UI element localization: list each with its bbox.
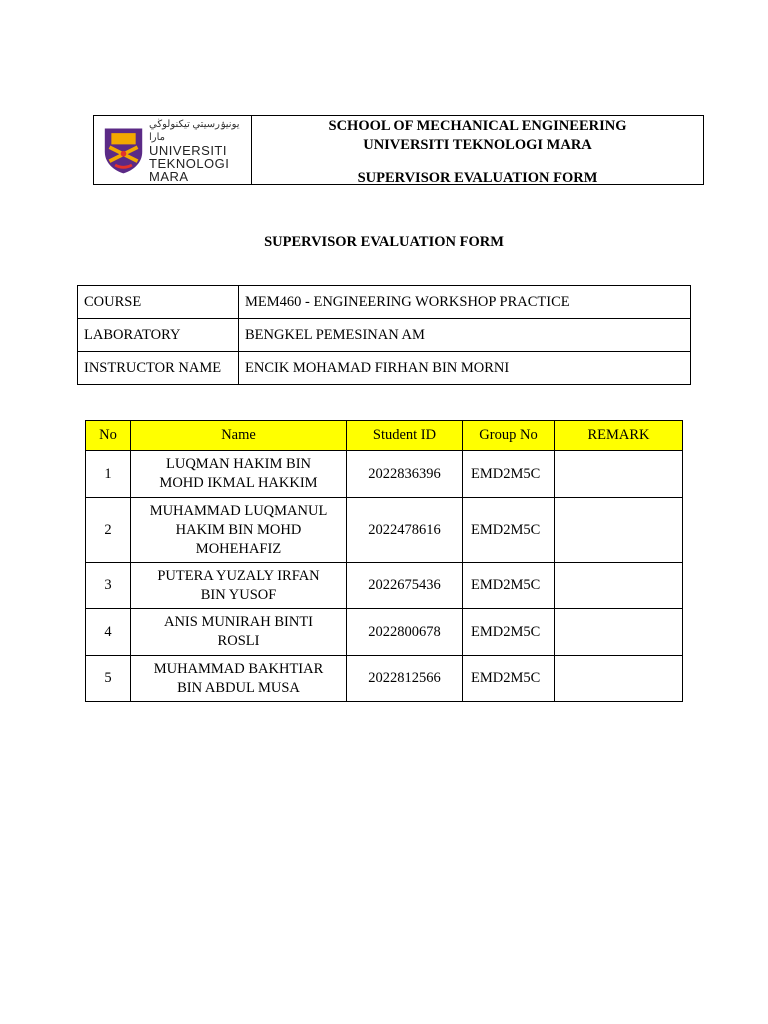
- info-label: COURSE: [78, 286, 239, 319]
- remark-cell[interactable]: [555, 656, 683, 702]
- info-label: LABORATORY: [78, 319, 239, 352]
- student-id: 2022675436: [347, 563, 463, 609]
- group-no: EMD2M5C: [463, 656, 555, 702]
- form-title: SUPERVISOR EVALUATION FORM: [264, 234, 504, 250]
- header-box: [93, 115, 704, 185]
- remark-cell[interactable]: [555, 498, 683, 563]
- info-value: BENGKEL PEMESINAN AM: [239, 319, 691, 352]
- info-label: INSTRUCTOR NAME: [78, 352, 239, 385]
- table-row: [86, 451, 683, 498]
- col-header-name: Name: [131, 421, 347, 451]
- university-name: UNIVERSITI TEKNOLOGI MARA: [363, 137, 592, 153]
- info-value: ENCIK MOHAMAD FIRHAN BIN MORNI: [239, 352, 691, 385]
- name-line: BIN ABDUL MUSA: [177, 679, 300, 696]
- student-name: [131, 451, 347, 498]
- name-line: MOHD IKMAL HAKKIM: [159, 475, 318, 491]
- group-no: EMD2M5C: [463, 498, 555, 563]
- header-title-cell: [252, 116, 703, 184]
- remark-cell[interactable]: [555, 609, 683, 656]
- name-line: ROSLI: [217, 633, 260, 649]
- student-id: 2022478616: [347, 498, 463, 563]
- school-name: SCHOOL OF MECHANICAL ENGINEERING: [328, 118, 627, 134]
- row-number: 2: [86, 498, 131, 563]
- name-line: PUTERA YUZALY IRFAN: [157, 567, 320, 584]
- group-no: EMD2M5C: [463, 451, 555, 498]
- logo-jawi-text: يونيۏرسيتي تيكنولوڬي مارا: [149, 118, 240, 143]
- group-no: EMD2M5C: [463, 609, 555, 656]
- info-row-laboratory: [78, 319, 691, 352]
- student-id: 2022812566: [347, 656, 463, 702]
- student-table: [85, 420, 683, 702]
- col-header-student-id: Student ID: [347, 421, 463, 451]
- logo-word-teknologi: TEKNOLOGI: [149, 155, 230, 171]
- table-row: [86, 656, 683, 702]
- university-logo: [94, 116, 252, 184]
- remark-cell[interactable]: [555, 451, 683, 498]
- header-form-name: SUPERVISOR EVALUATION FORM: [357, 170, 598, 186]
- name-line: LUQMAN HAKIM BIN: [166, 456, 311, 472]
- col-header-no: No: [86, 421, 131, 451]
- row-number: 4: [86, 609, 131, 656]
- student-table-header: [86, 421, 683, 451]
- row-number: 1: [86, 451, 131, 498]
- table-row: [86, 609, 683, 656]
- table-row: [86, 498, 683, 563]
- logo-word-mara: MARA: [149, 168, 189, 184]
- name-line: BIN YUSOF: [200, 586, 277, 603]
- student-name: [131, 656, 347, 702]
- uitm-crest-icon: [102, 124, 145, 176]
- name-line: MOHEHAFIZ: [195, 540, 282, 557]
- row-number: 3: [86, 563, 131, 609]
- student-name: [131, 609, 347, 656]
- name-line: MUHAMMAD BAKHTIAR: [153, 660, 324, 677]
- student-name: [131, 563, 347, 609]
- logo-word-universiti: UNIVERSITI: [149, 142, 227, 158]
- table-row: [86, 563, 683, 609]
- col-header-group-no: Group No: [463, 421, 555, 451]
- info-row-instructor: [78, 352, 691, 385]
- group-no: EMD2M5C: [463, 563, 555, 609]
- student-name: [131, 498, 347, 563]
- student-id: 2022800678: [347, 609, 463, 656]
- remark-cell[interactable]: [555, 563, 683, 609]
- name-line: HAKIM BIN MOHD: [175, 521, 302, 538]
- name-line: MUHAMMAD LUQMANUL: [149, 502, 328, 519]
- info-value: MEM460 - ENGINEERING WORKSHOP PRACTICE: [239, 286, 691, 319]
- row-number: 5: [86, 656, 131, 702]
- info-row-course: [78, 286, 691, 319]
- col-header-remark: REMARK: [555, 421, 683, 451]
- name-line: ANIS MUNIRAH BINTI: [163, 614, 314, 630]
- course-info-table: [77, 285, 691, 385]
- student-id: 2022836396: [347, 451, 463, 498]
